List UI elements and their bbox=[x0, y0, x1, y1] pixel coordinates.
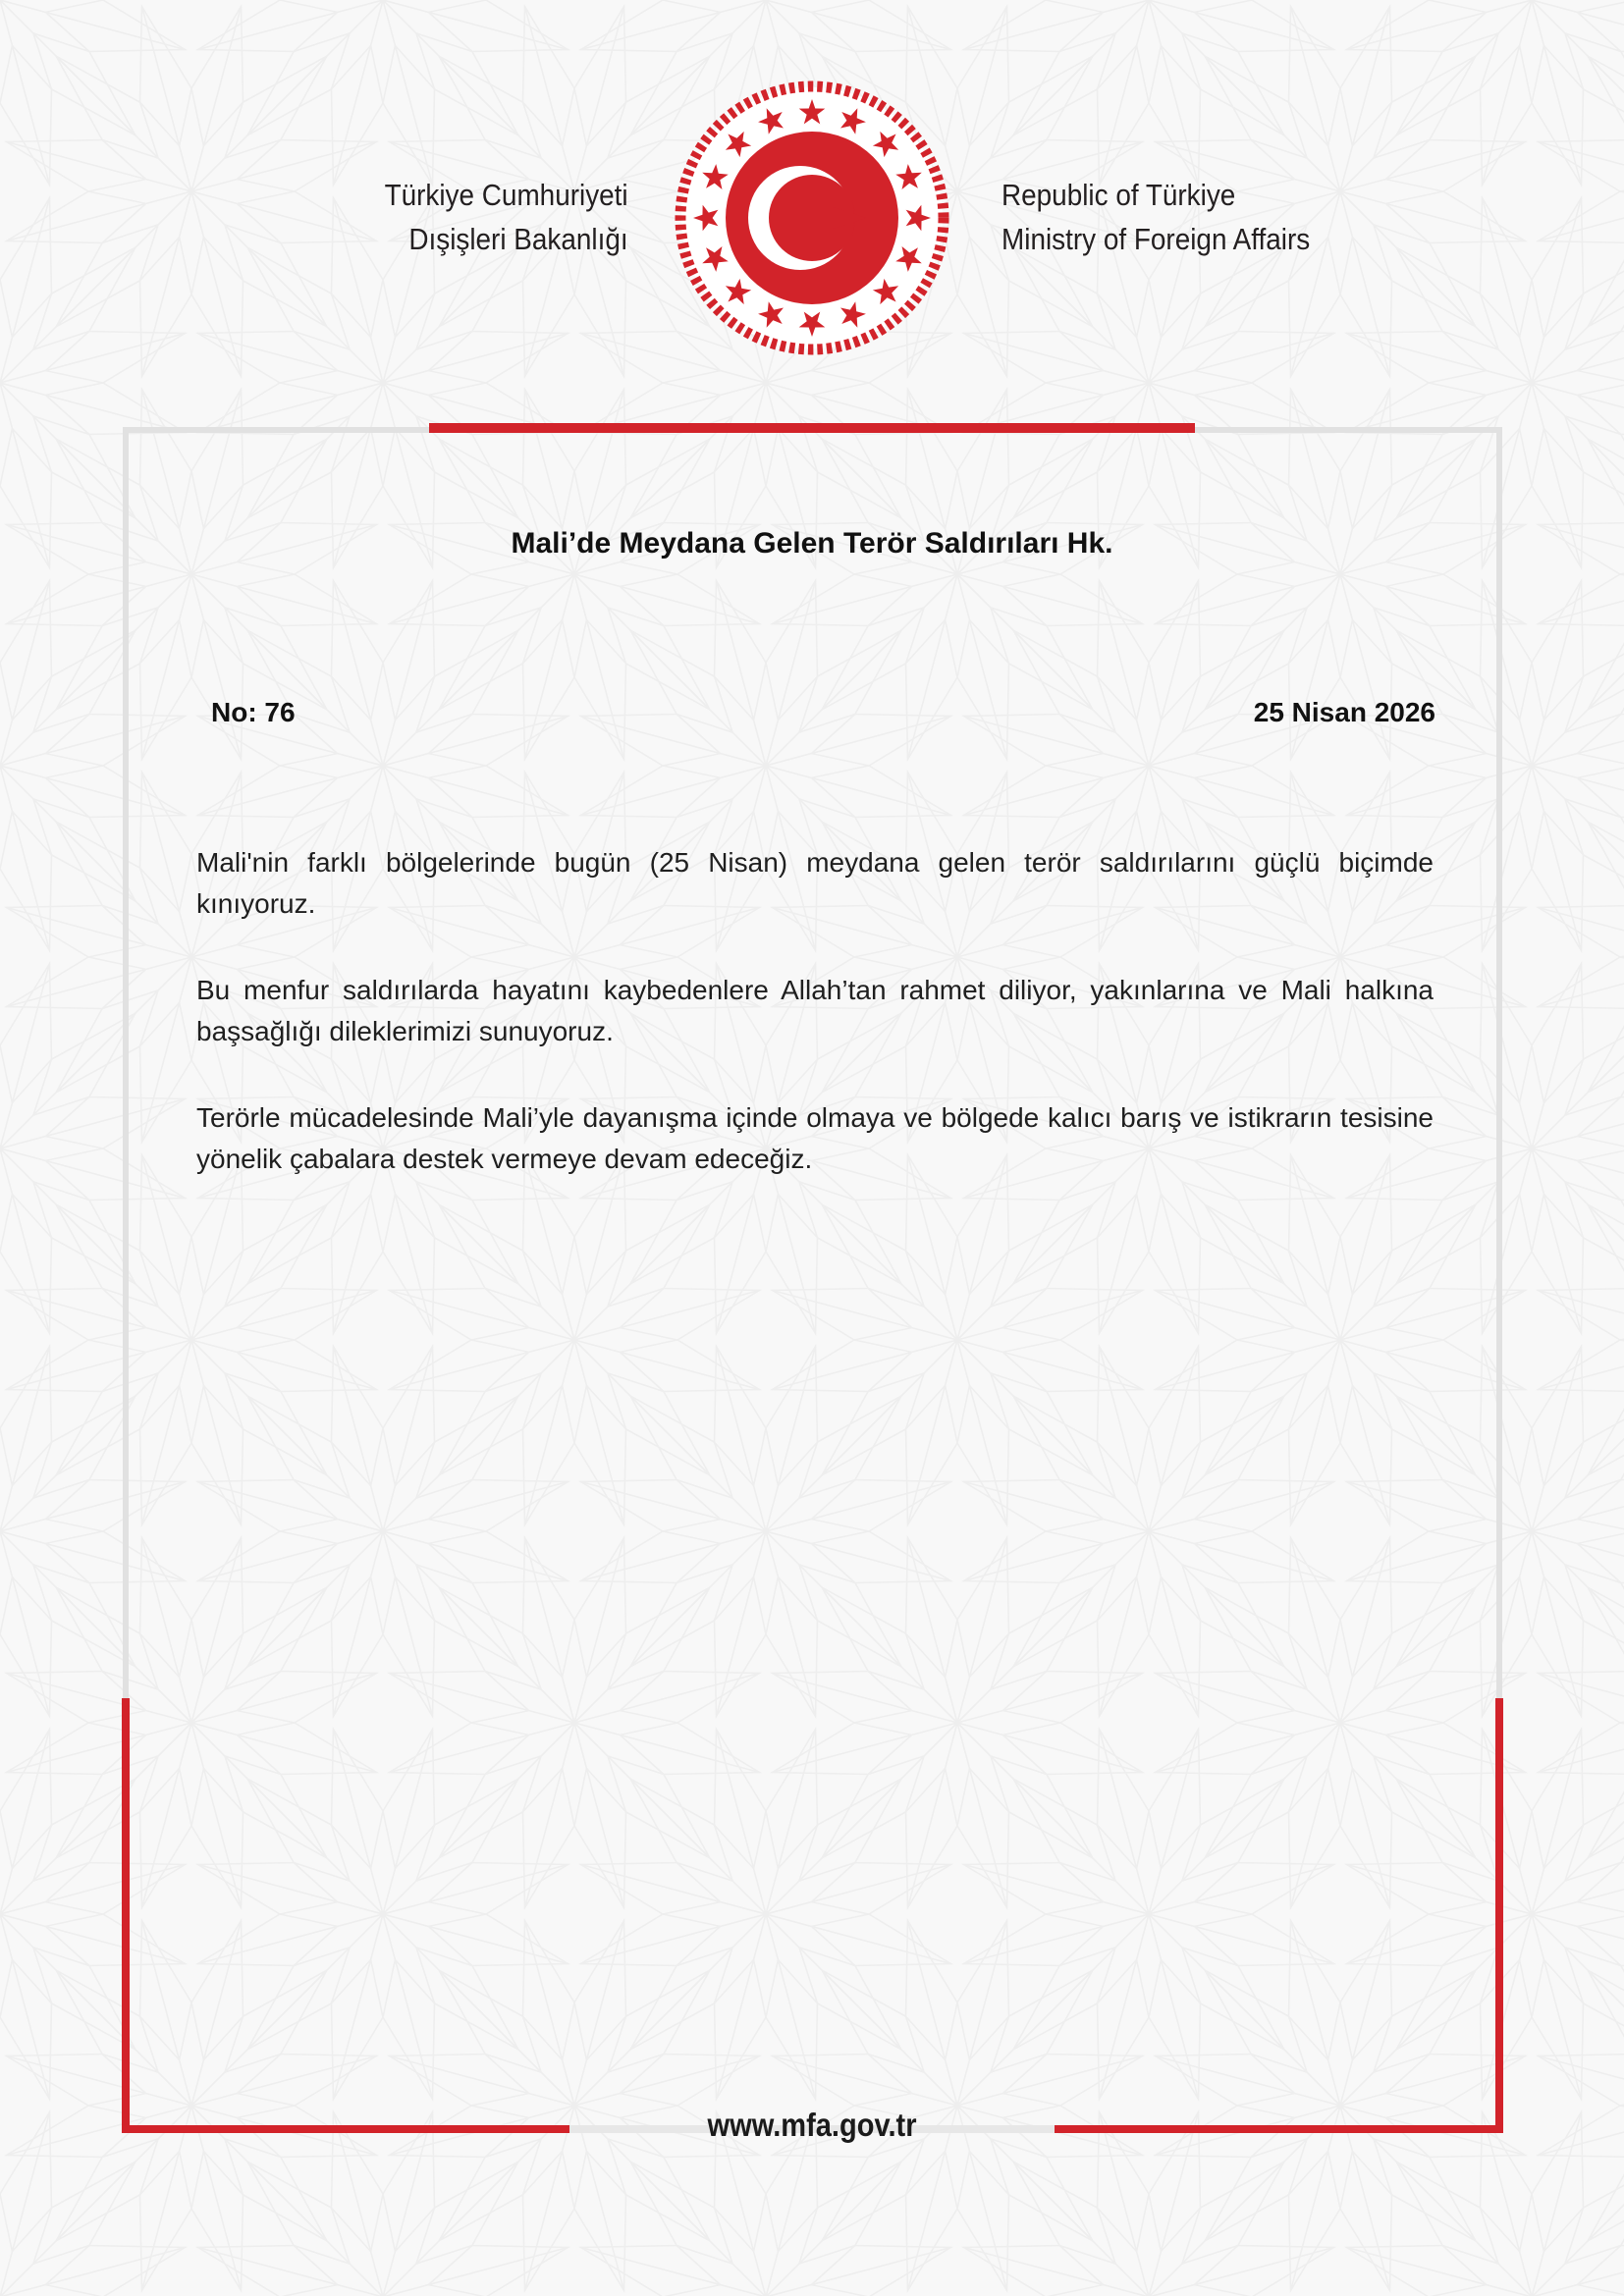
footer bbox=[0, 2107, 1624, 2144]
turkiye-mfa-emblem-icon bbox=[665, 71, 959, 365]
frame-left-line-gray bbox=[123, 427, 129, 1698]
frame-right-line-red bbox=[1495, 1698, 1503, 2133]
paragraph-2: Bu menfur saldırılarda hayatını kaybedenlere Allah’tan rahmet diliyor, yakınlarına ve Mali halkına başsağlığı dileklerimizi sunuyoruz. bbox=[196, 975, 1434, 1046]
ministry-name-turkish-line1: Türkiye Cumhuriyeti bbox=[384, 178, 628, 212]
release-number: No: 76 bbox=[211, 697, 296, 727]
ministry-name-english-line1: Republic of Türkiye bbox=[1001, 178, 1236, 212]
release-date: 25 Nisan 2026 bbox=[1253, 697, 1435, 727]
release-meta-row bbox=[0, 697, 1624, 730]
paragraph-3: Terörle mücadelesinde Mali’yle dayanışma içinde olmaya ve bölgede kalıcı barış ve istikrarın tesisine yönelik çabalara destek vermeye devam edeceğiz. bbox=[196, 1102, 1434, 1174]
frame-left-line-red bbox=[122, 1698, 130, 2133]
frame-right-line-gray bbox=[1496, 427, 1502, 1698]
page-title: Mali’de Meydana Gelen Terör Saldırıları Hk. bbox=[511, 527, 1113, 560]
ministry-name-turkish-line2: Dışişleri Bakanlığı bbox=[408, 222, 628, 256]
ministry-name-english bbox=[1001, 173, 1310, 261]
press-release-body bbox=[196, 842, 1434, 1225]
top-accent-bar bbox=[429, 423, 1195, 433]
paragraph-1: Mali'nin farklı bölgelerinde bugün (25 Nisan) meydana gelen terör saldırılarını güçlü biçimde kınıyoruz. bbox=[196, 847, 1434, 919]
ministry-name-turkish bbox=[385, 173, 628, 261]
website-link[interactable]: www.mfa.gov.tr bbox=[707, 2107, 917, 2143]
ministry-name-english-line2: Ministry of Foreign Affairs bbox=[1001, 222, 1311, 256]
